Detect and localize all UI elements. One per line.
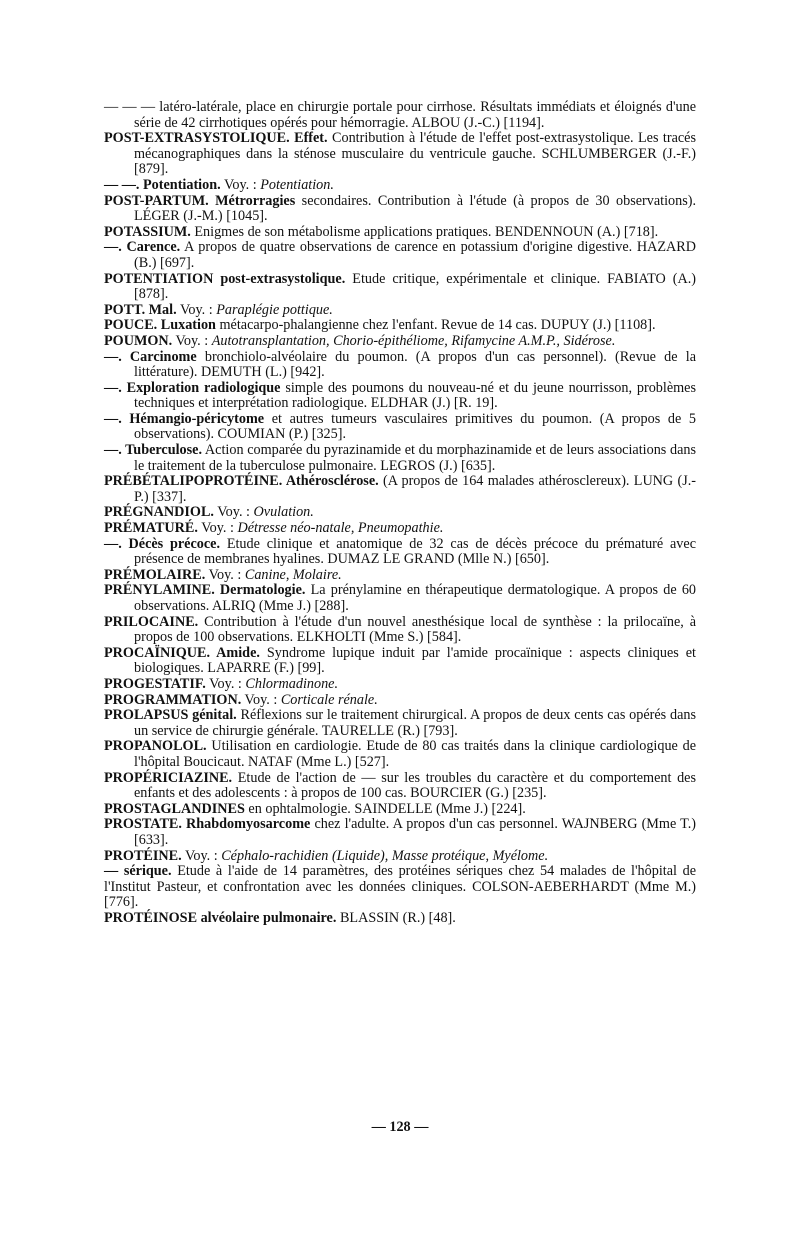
entry-text: Etude de l'action de — sur les troubles du caractère et du comportement des enfants et des adolescents : à propos de 100 cas. BOURCIER (G.) [235]. [134,769,696,802]
entry-cross-reference: Céphalo-rachidien (Liquide), Masse protéique, Myélome. [221,847,549,864]
entry-heading: —. Carcinome [104,348,197,365]
entry-heading: POST-EXTRASYSTOLIQUE. Effet. [104,130,328,147]
entry-text: et autres tumeurs vasculaires primitives du poumon. (A propos de 5 observations). COUMIAN (P.) [325]. [134,410,696,443]
entry-cross-reference: Chlormadinone. [245,675,339,692]
entry-text: secondaires. Contribution à l'étude (à propos de 30 observations). LÉGER (J.-M.) [1045]. [134,192,696,225]
index-entry [104,739,696,770]
entry-heading: PROPANOLOL. [104,738,207,755]
entry-heading: POST-PARTUM. Métrorragies [104,192,296,209]
entry-heading: PRILOCAINE. [104,613,199,630]
index-entry [104,849,696,865]
entry-cross-reference: Détresse néo-natale, Pneumopathie. [237,520,444,537]
index-entry [104,334,696,350]
index-entry [104,911,696,927]
index-page [104,100,696,926]
entry-text: Etude clinique et anatomique de 32 cas de décès précoce du prématuré avec présence de membranes hyalines. DUMAZ LE GRAND (Mlle N.) [650]. [134,535,696,568]
index-entry [104,677,696,693]
entry-text: A propos de quatre observations de carence en potassium d'origine digestive. HAZARD (B.) [697]. [134,239,696,271]
entry-text: Action comparée du pyrazinamide et du morphazinamide et de leurs associations dans le traitement de la tuberculose pulmonaire. LEGROS (J.) [635]. [134,442,696,474]
entry-cross-reference: Ovulation. [253,504,314,521]
entry-heading: PROSTATE. Rhabdomyosarcome [104,816,311,833]
entry-text: Voy. : [197,520,238,537]
entry-text: Etude à l'aide de 14 paramètres, des protéines sériques chez 54 malades de l'hôpital de l'Institut Pasteur, et confrontation avec les données cliniques. COLSON-AEBERHARDT (Mme M.) [776]. [104,863,696,911]
entry-heading: —. Tuberculose. [104,442,203,459]
entry-heading: POTT. Mal. [104,301,177,318]
entry-text: simple des poumons du nouveau-né et du jeune nourrisson, problèmes techniques et interprétation radiologique. ELDHAR (J.) [R. 19]. [134,379,696,412]
entry-heading: —. Hémangio-péricytome [104,410,265,427]
entry-text: Voy. : [205,566,245,583]
entry-text: chez l'adulte. A propos d'un cas personnel. WAJNBERG (Mme T.) [633]. [134,816,696,848]
entry-text: Syndrome lupique induit par l'amide procaïnique : aspects cliniques et biologiques. LAPARRE (F.) [99]. [134,644,696,677]
index-entry [104,693,696,709]
entry-heading: PROTÉINOSE alvéolaire pulmonaire. [104,909,337,926]
entry-heading: —. Carence. [104,239,181,256]
entry-text: Contribution à l'étude de l'effet post-extrasystolique. Les tracés mécanographiques dans la sténose musculaire du ventricule gauche. SCHLUMBERGER (J.-F.) [879]. [134,130,696,178]
index-entry [104,521,696,537]
entry-text: Voy. : [172,332,212,349]
entry-cross-reference: Paraplégie pottique. [216,301,333,318]
index-entry [104,272,696,303]
index-entry [104,178,696,194]
index-entry [104,771,696,802]
entry-heading: PRÉNYLAMINE. Dermatologie. [104,582,306,599]
entry-text: Voy. : [205,675,246,692]
entry-heading: PROTÉINE. [104,847,182,864]
index-entry [104,225,696,241]
entry-text: La prénylamine en thérapeutique dermatologique. A propos de 60 observations. ALRIQ (Mme J.) [288]. [134,582,697,614]
entry-text: — — — latéro-latérale, place en chirurgie portale pour cirrhose. Résultats immédiats et éloignés d'une série de 42 cirrhotiques opérés pour hémorragie. ALBOU (J.-C.) [1194]. [104,99,696,131]
entry-heading: PRÉBÉTALIPOPROTÉINE. Athérosclérose. [104,473,379,490]
entry-heading: POUCE. Luxation [104,317,216,334]
entry-heading: PRÉGNANDIOL. [104,504,214,521]
entry-text: métacarpo-phalangienne chez l'enfant. Revue de 14 cas. DUPUY (J.) [1108]. [215,317,656,334]
index-entry [104,131,696,178]
page-number: — 128 — [371,1119,429,1135]
index-entry [104,100,696,131]
entry-text: Utilisation en cardiologie. Etude de 80 cas traités dans la clinique cardiologique de l'hôpital Boucicaut. NATAF (Mme L.) [527]. [134,738,696,770]
index-entry [104,537,696,568]
entry-heading: PRÉMOLAIRE. [104,566,206,583]
entry-cross-reference: Canine, Molaire. [244,566,342,583]
entry-heading: POUMON. [104,332,173,349]
entry-text: Voy. : [181,847,222,864]
entry-heading: PROLAPSUS génital. [104,707,237,724]
entry-heading: — sérique. [104,863,172,880]
index-entry [104,381,696,412]
entry-text: Voy. : [220,176,261,193]
entry-text: en ophtalmologie. SAINDELLE (Mme J.) [224]. [244,800,526,817]
index-entry [104,350,696,381]
entry-heading: PROGESTATIF. [104,675,206,692]
entry-text: Contribution à l'étude d'un nouvel anesthésique local de synthèse : la prilocaïne, à propos de 100 observations. ELKHOLTI (Mme S.) [584]. [134,613,696,646]
entry-heading: — —. Potentiation. [104,176,221,193]
index-entry [104,194,696,225]
index-entry [104,318,696,334]
entry-heading: —. Exploration radiologique [104,379,281,396]
index-entry [104,615,696,646]
entry-text: Voy. : [241,691,281,708]
index-entry [104,802,696,818]
entry-heading: PROCAÏNIQUE. Amide. [104,644,260,661]
index-entry [104,817,696,848]
entry-heading: PRÉMATURÉ. [104,520,198,537]
index-entry [104,646,696,677]
entry-text: (A propos de 164 malades athérosclereux). LUNG (J.-P.) [337]. [134,473,696,505]
entry-text: Réflexions sur le traitement chirurgical. A propos de deux cents cas opérés dans un service de chirurgie générale. TAURELLE (R.) [793]. [134,707,696,739]
entry-text: Voy. : [176,301,217,318]
index-entry [104,474,696,505]
entry-cross-reference: Autotransplantation, Chorio-épithéliome, Rifamycine A.M.P., Sidérose. [211,332,616,349]
entry-heading: POTASSIUM. [104,223,191,240]
index-entry [104,240,696,271]
entry-text: Enigmes de son métabolisme applications pratiques. BENDENNOUN (A.) [718]. [190,223,659,240]
index-entry [104,708,696,739]
entry-heading: PROGRAMMATION. [104,691,242,708]
entry-cross-reference: Potentiation. [260,176,334,193]
entry-text: Voy. : [213,504,254,521]
index-entry [104,864,696,911]
entry-heading: POTENTIATION post-extrasystolique. [104,270,346,287]
index-entry [104,303,696,319]
entry-text: Etude critique, expérimentale et clinique. FABIATO (A.) [878]. [134,270,696,303]
index-entry [104,412,696,443]
entry-heading: PROPÉRICIAZINE. [104,769,233,786]
entry-text: BLASSIN (R.) [48]. [336,909,456,926]
index-entry [104,505,696,521]
entry-text: bronchiolo-alvéolaire du poumon. (A propos d'un cas personnel). (Revue de la littérature). DEMUTH (L.) [942]. [134,348,696,381]
index-entry [104,443,696,474]
entry-cross-reference: Corticale rénale. [280,691,378,708]
entry-heading: —. Décès précoce. [104,535,221,552]
entry-heading: PROSTAGLANDINES [104,800,245,817]
index-entry [104,583,696,614]
